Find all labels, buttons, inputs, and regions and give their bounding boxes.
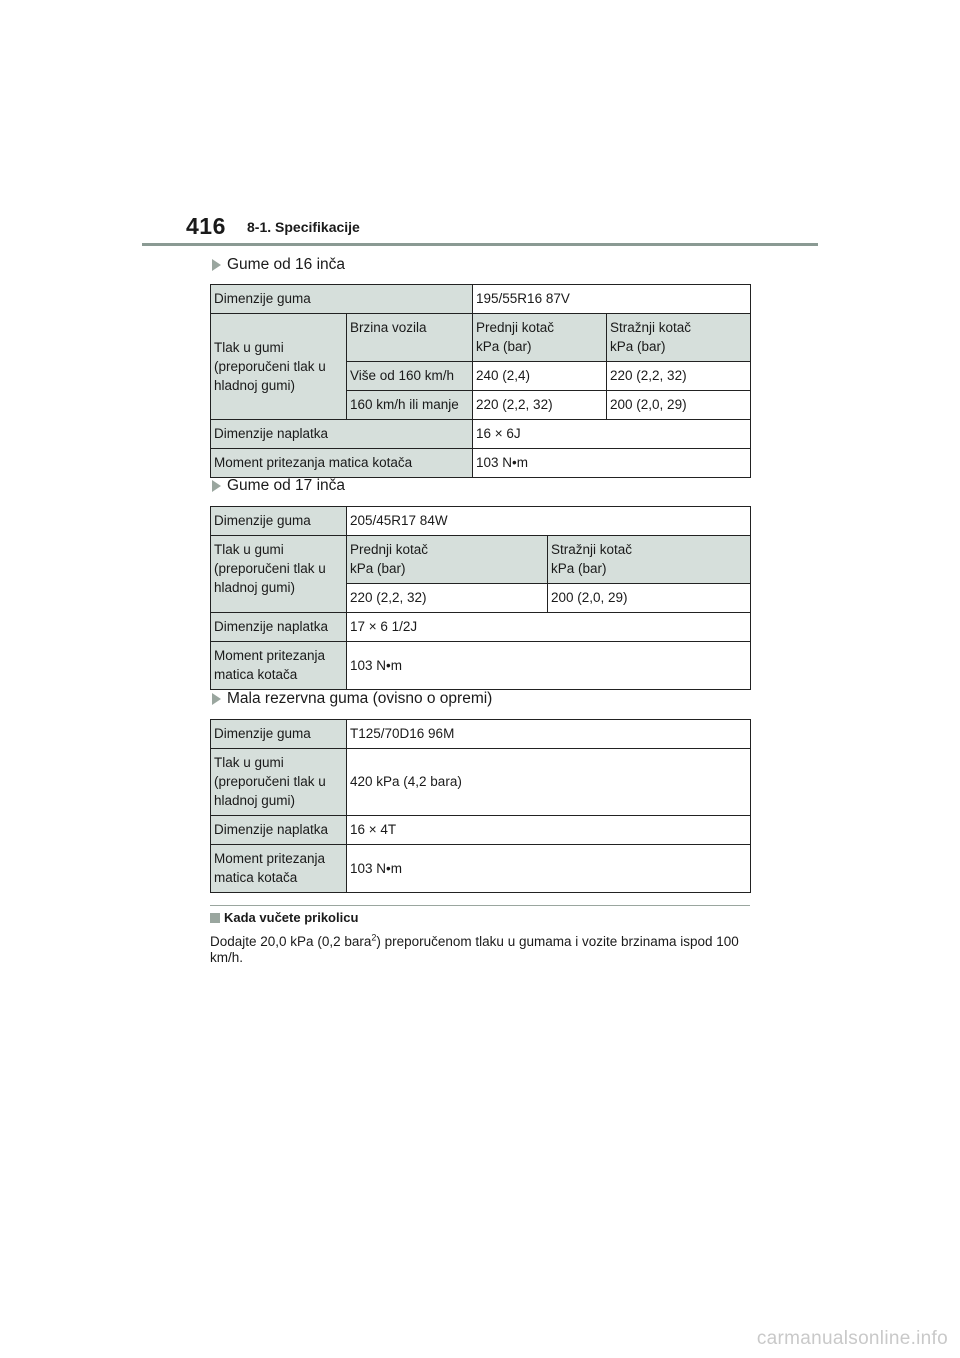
triangle-arrow-icon xyxy=(212,480,221,492)
table-row xyxy=(211,536,751,584)
rear-value: 220 (2,2, 32) xyxy=(607,362,751,391)
header-divider xyxy=(142,243,818,246)
heading-17-inch xyxy=(212,477,345,495)
rim-label: Dimenzije naplatka xyxy=(211,816,347,845)
note-text xyxy=(210,934,755,966)
table-row xyxy=(211,845,751,893)
heading-text: Gume od 17 inča xyxy=(227,477,346,494)
torque-label: Moment pritezanja matica kotača xyxy=(211,845,347,893)
front-label: Prednji kotač kPa (bar) xyxy=(347,536,548,584)
rear-label: Stražnji kotač kPa (bar) xyxy=(607,314,751,362)
note-title xyxy=(210,910,358,925)
torque-value: 103 N•m xyxy=(473,449,751,478)
torque-label: Moment pritezanja matica kotača xyxy=(211,642,347,690)
tire-size-label: Dimenzije guma xyxy=(211,285,473,314)
speed-value: 160 km/h ili manje xyxy=(347,391,473,420)
rear-label: Stražnji kotač kPa (bar) xyxy=(548,536,751,584)
table-row xyxy=(211,285,751,314)
tire-size-value: 205/45R17 84W xyxy=(347,507,751,536)
speed-label: Brzina vozila xyxy=(347,314,473,362)
table-17-inch xyxy=(210,506,751,690)
tire-size-value: 195/55R16 87V xyxy=(473,285,751,314)
note-title-text: Kada vučete prikolicu xyxy=(224,910,359,925)
tire-size-label: Dimenzije guma xyxy=(211,507,347,536)
torque-value: 103 N•m xyxy=(347,845,751,893)
section-title: 8-1. Specifikacije xyxy=(247,219,360,235)
note-divider xyxy=(210,905,750,906)
heading-spare-tire xyxy=(212,690,492,708)
pressure-label: Tlak u gumi (preporučeni tlak u hladnoj gumi) xyxy=(211,314,347,420)
torque-value: 103 N•m xyxy=(347,642,751,690)
tire-size-value: T125/70D16 96M xyxy=(347,720,751,749)
pressure-label: Tlak u gumi (preporučeni tlak u hladnoj gumi) xyxy=(211,749,347,816)
triangle-arrow-icon xyxy=(212,693,221,705)
table-row xyxy=(211,642,751,690)
note-superscript: 2 xyxy=(371,932,377,943)
rear-value: 200 (2,0, 29) xyxy=(548,584,751,613)
speed-value: Više od 160 km/h xyxy=(347,362,473,391)
triangle-arrow-icon xyxy=(212,259,221,271)
table-row xyxy=(211,749,751,816)
torque-label: Moment pritezanja matica kotača xyxy=(211,449,473,478)
rim-value: 16 × 4T xyxy=(347,816,751,845)
front-value: 220 (2,2, 32) xyxy=(347,584,548,613)
table-spare-tire xyxy=(210,719,751,893)
front-label: Prednji kotač kPa (bar) xyxy=(473,314,607,362)
table-row xyxy=(211,314,751,362)
pressure-value: 420 kPa (4,2 bara) xyxy=(347,749,751,816)
table-row xyxy=(211,507,751,536)
table-row xyxy=(211,449,751,478)
rim-label: Dimenzije naplatka xyxy=(211,613,347,642)
heading-text: Gume od 16 inča xyxy=(227,256,346,273)
tire-size-label: Dimenzije guma xyxy=(211,720,347,749)
note-text-before: Dodajte 20,0 kPa (0,2 bara xyxy=(210,934,372,949)
square-bullet-icon xyxy=(210,913,220,923)
table-row xyxy=(211,720,751,749)
heading-16-inch xyxy=(212,256,345,274)
note-text-after: ) preporučenom tlaku u gumama i vozite brzinama ispod 100 km/h. xyxy=(210,934,739,965)
table-16-inch xyxy=(210,284,751,478)
page-number: 416 xyxy=(186,213,226,239)
table-row xyxy=(211,816,751,845)
rim-label: Dimenzije naplatka xyxy=(211,420,473,449)
rear-value: 200 (2,0, 29) xyxy=(607,391,751,420)
table-row xyxy=(211,420,751,449)
rim-value: 16 × 6J xyxy=(473,420,751,449)
watermark: carmanualsonline.info xyxy=(756,1328,948,1349)
pressure-label: Tlak u gumi (preporučeni tlak u hladnoj gumi) xyxy=(211,536,347,613)
front-value: 240 (2,4) xyxy=(473,362,607,391)
front-value: 220 (2,2, 32) xyxy=(473,391,607,420)
table-row xyxy=(211,613,751,642)
rim-value: 17 × 6 1/2J xyxy=(347,613,751,642)
heading-text: Mala rezervna guma (ovisno o opremi) xyxy=(227,690,493,707)
